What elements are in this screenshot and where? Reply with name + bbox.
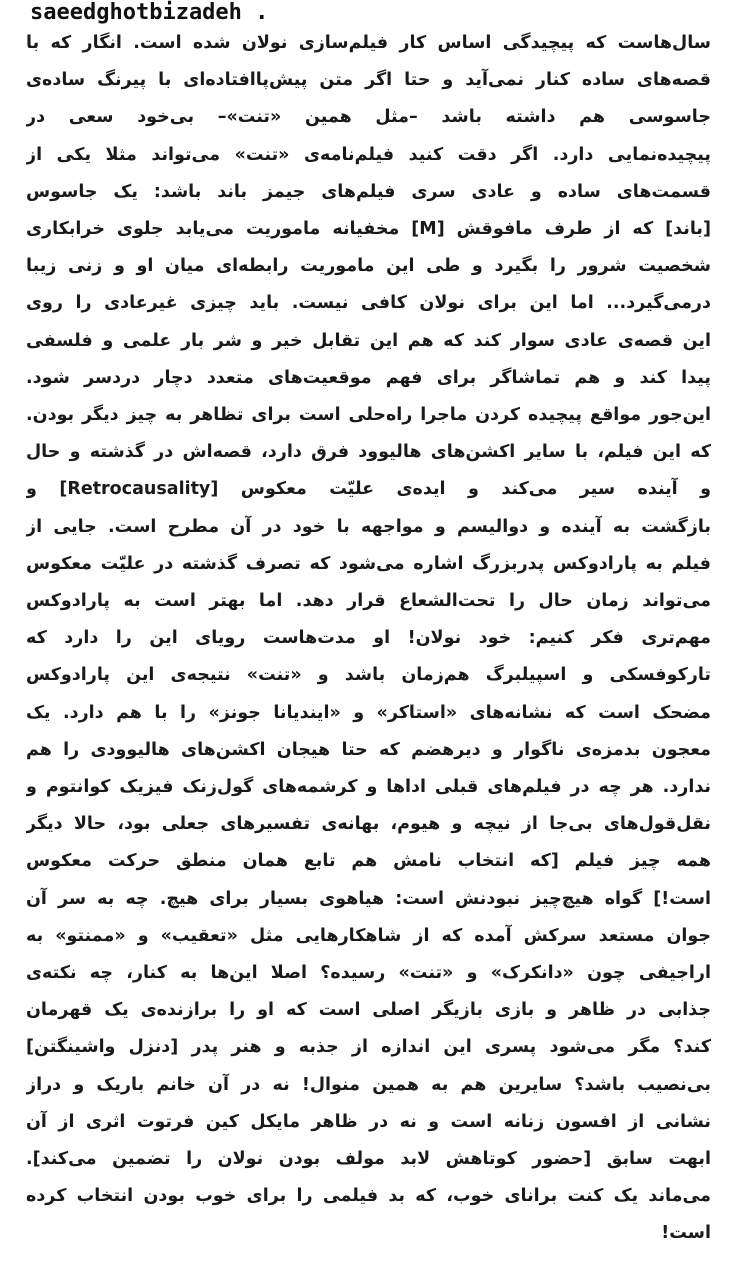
text-line: مضحک است که نشانه‌های «استاکر» و «ایندیانا جونز» را با هم دارد. یک [26, 702, 711, 723]
text-line: درمی‌گیرد... اما این برای نولان کافی نیست. باید چیزی غیرعادی را روی [26, 293, 711, 314]
text-line: اراجیفی چون «دانکرک» و «تنت» رسیده؟ اصلا این‌ها به کنار، چه نکته‌ی [26, 963, 711, 983]
text-line: است! [661, 1223, 711, 1244]
text-line: می‌تواند زمان حال را تحت‌الشعاع قرار دهد. اما بهتر است به پارادوکس [26, 591, 711, 611]
text-line: قسمت‌های ساده و عادی سری فیلم‌های جیمز باند باشد: یک جاسوس [26, 181, 711, 202]
text-line: فیلم به پارادوکس پدربزرگ اشاره می‌شود که تصرف گذشته در علیّت معکوس [26, 553, 711, 574]
text-line: معجون بدمزه‌ی ناگوار و دیرهضم که حتا هیجان اکشن‌های هالیوودی را هم [26, 739, 711, 760]
text-line: است!] گواه هیچ‌چیز نبودنش است: هیاهوی بسیار برای هیچ. چه به سر آن [26, 888, 711, 909]
text-line: همه چیز فیلم [که انتخاب نامش هم تابع همان منطق حرکت معکوس [26, 851, 711, 872]
text-line: ندارد. هر چه در فیلم‌های قبلی اداها و کرشمه‌های گول‌زنک فیزیک کوانتوم و [26, 777, 711, 797]
text-line: [باند] که از طرف مافوقش [M] مخفیانه ماموریت می‌یابد جلوی خرابکاری [26, 219, 711, 239]
text-line: بی‌نصیب باشد؟ سایرین هم به همین منوال! نه در آن خانم باریک و دراز [26, 1074, 711, 1095]
text-line: تارکوفسکی و اسپیلبرگ هم‌زمان باشد و «تنت» نتیجه‌ی این پارادوکس [26, 665, 711, 686]
text-line: می‌ماند یک کنت برانای خوب، که بد فیلمی را برای خوب بودن انتخاب کرده [26, 1186, 711, 1207]
text-line: این‌جور مواقع پیچیده کردن ماجرا راه‌حلی است برای تظاهر به چیز دیگر بودن. [26, 405, 711, 425]
text-line: این قصه‌ی عادی سوار کند که هم این تقابل خیر و شر بار علمی و فلسفی [26, 330, 711, 351]
text-line: بازگشت به آینده و دوالیسم و مواجهه با خود در آن مطرح است. جایی از [26, 516, 711, 537]
text-line: پیچیده‌نمایی دارد. اگر دقت کنید فیلم‌نامه‌ی «تنت» می‌تواند مثلا یکی از [26, 144, 711, 165]
text-line: سال‌هاست که پیچیدگی اساس کار فیلم‌سازی نولان شده است. انگار که با [26, 33, 711, 53]
text-line: نشانی از افسون زنانه است و نه در ظاهر مایکل کین فرتوت اثری از آن [26, 1111, 711, 1132]
text-line: نقل‌قول‌های بی‌جا از نیچه و هیوم، بهانه‌ی تفسیرهای جعلی بود، حالا دیگر [26, 814, 711, 835]
text-line: جذابی در ظاهر و بازی بازیگر اصلی است که او را برازنده‌ی یک قهرمان [26, 1000, 711, 1021]
text-line: ابهت سابق [حضور کوتاهش لابد مولف بودن نولان را تضمین می‌کند]. [26, 1149, 711, 1169]
text-line: شخصیت شرور را بگیرد و طی این ماموریت رابطه‌ای میان او و زنی زیبا [26, 256, 711, 277]
text-line: که این فیلم، با سایر اکشن‌های هالیوود فرق دارد، قصه‌اش در گذشته و حال [26, 442, 711, 463]
text-line: پیدا کند و هم تماشاگر برای فهم موقعیت‌های متعدد دچار دردسر شود. [26, 367, 711, 388]
text-line: مهم‌تری فکر کنیم: خود نولان! او مدت‌هاست رویای این را دارد که [26, 628, 711, 649]
text-line: قصه‌های ساده کنار نمی‌آید و حتا اگر متن پیش‌پاافتاده‌ای با پیرنگ ساده‌ی [26, 70, 711, 91]
author-handle: saeedghotbizadeh . [30, 0, 269, 25]
text-line: و آینده سیر می‌کند و ایده‌ی علیّت معکوس [Retrocausality] و [26, 479, 711, 500]
text-line: کند؟ مگر می‌شود پسری این اندازه از جذبه و هنر پدر [دنزل واشینگتن] [26, 1037, 711, 1058]
text-line: جوان مستعد سرکش آمده که از شاهکارهایی مثل «تعقیب» و «ممنتو» به [26, 925, 711, 946]
text-line: جاسوسی هم داشته باشد –مثل همین «تنت»– بی‌خود سعی در [26, 107, 711, 128]
